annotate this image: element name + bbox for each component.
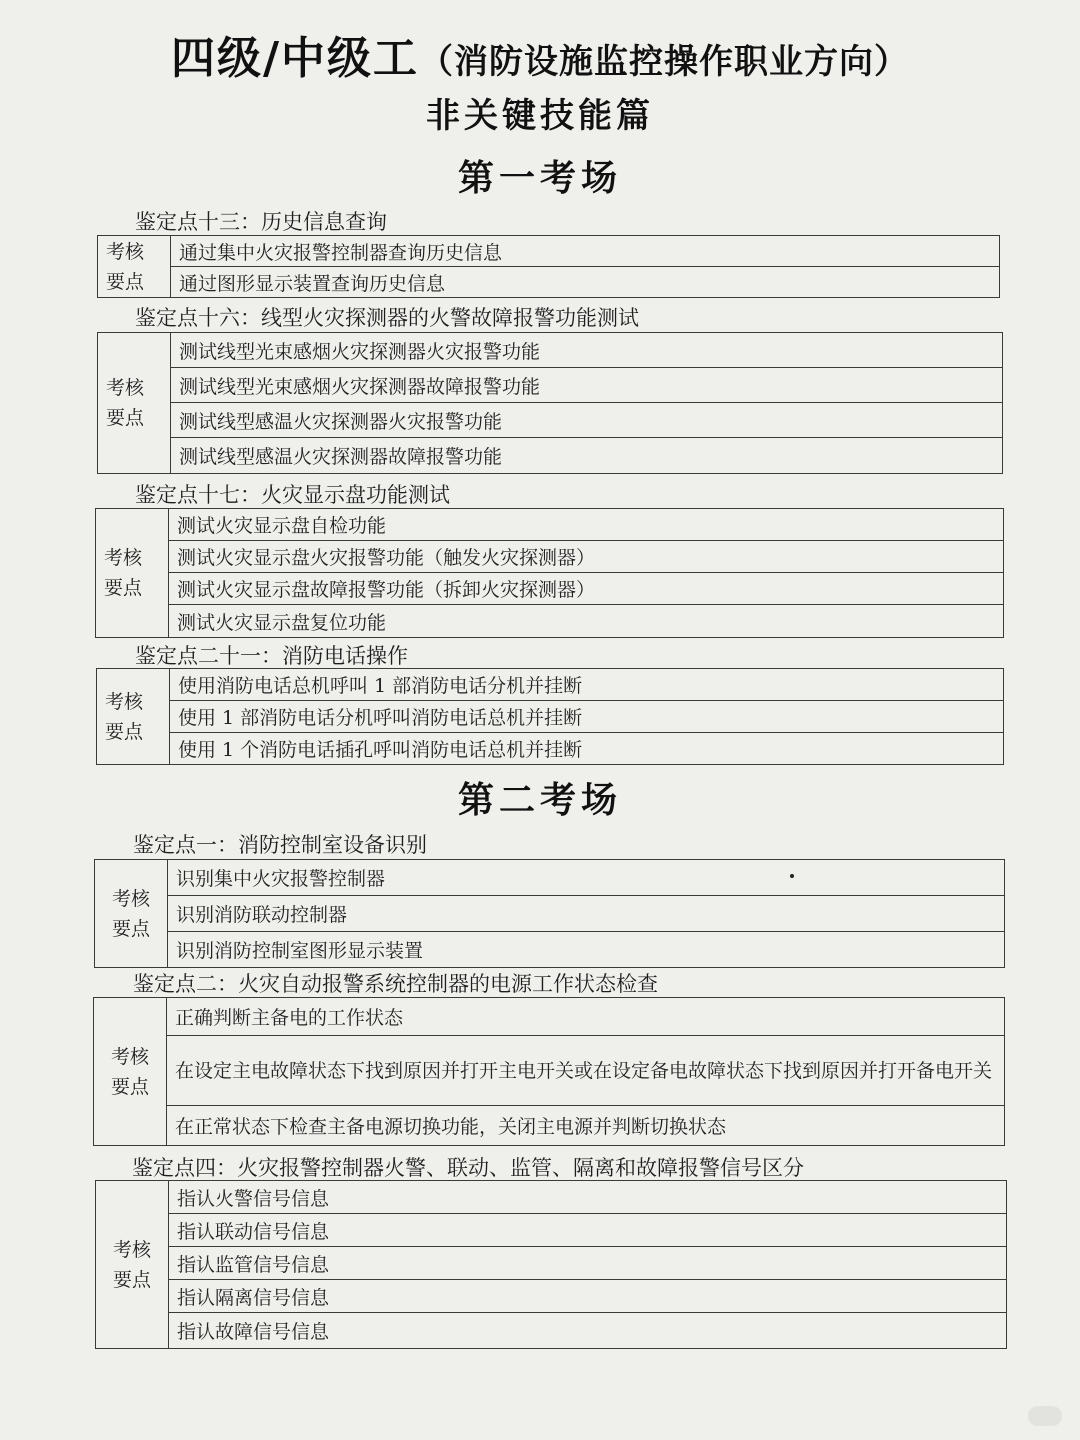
assessment-item: 测试线型光束感烟火灾探测器火灾报警功能 (171, 333, 1003, 368)
watermark-badge (1028, 1406, 1062, 1426)
assessment-item: 识别消防联动控制器 (168, 896, 1005, 932)
assessment-table (95, 1180, 1007, 1349)
assessment-item: 指认联动信号信息 (169, 1214, 1007, 1247)
assessment-label: 考核要点 (97, 669, 170, 765)
section-title: 鉴定点十七：火灾显示盘功能测试 (135, 483, 450, 507)
section-title: 鉴定点四：火灾报警控制器火警、联动、监管、隔离和故障报警信号区分 (132, 1156, 804, 1180)
assessment-item: 识别集中火灾报警控制器 (168, 860, 1005, 896)
assessment-item: 测试线型感温火灾探测器故障报警功能 (171, 438, 1003, 474)
assessment-item: 指认监管信号信息 (169, 1247, 1007, 1280)
title-direction: （消防设施监控操作职业方向） (419, 42, 910, 82)
assessment-item: 测试线型光束感烟火灾探测器故障报警功能 (171, 368, 1003, 403)
assessment-label: 考核要点 (95, 860, 168, 968)
assessment-item: 测试火灾显示盘火灾报警功能（触发火灾探测器） (169, 541, 1004, 573)
exam-room-2-title: 第二考场 (457, 780, 622, 821)
assessment-item: 测试火灾显示盘复位功能 (169, 605, 1004, 638)
section-title: 鉴定点十六：线型火灾探测器的火警故障报警功能测试 (135, 306, 639, 330)
assessment-label: 考核要点 (98, 236, 171, 298)
exam-room-1-title: 第一考场 (457, 158, 622, 199)
assessment-label: 考核要点 (98, 333, 171, 474)
assessment-table (93, 997, 1005, 1146)
assessment-item: 测试火灾显示盘故障报警功能（拆卸火灾探测器） (169, 573, 1004, 605)
assessment-item: 在设定主电故障状态下找到原因并打开主电开关或在设定备电故障状态下找到原因并打开备电开关 (167, 1036, 1005, 1106)
assessment-item: 通过图形显示装置查询历史信息 (171, 267, 1000, 298)
assessment-item: 使用 1 个消防电话插孔呼叫消防电话总机并挂断 (170, 733, 1004, 765)
assessment-table (97, 235, 1000, 298)
assessment-item: 识别消防控制室图形显示装置 (168, 932, 1005, 968)
assessment-table (95, 508, 1004, 638)
title-main: 四级/中级工 (170, 33, 420, 84)
section-title: 鉴定点十三：历史信息查询 (135, 210, 387, 234)
assessment-table (94, 859, 1005, 968)
assessment-item: 在正常状态下检查主备电源切换功能，关闭主电源并判断切换状态 (167, 1106, 1005, 1146)
assessment-item: 测试线型感温火灾探测器火灾报警功能 (171, 403, 1003, 438)
assessment-item: 通过集中火灾报警控制器查询历史信息 (171, 236, 1000, 267)
assessment-item: 指认隔离信号信息 (169, 1280, 1007, 1313)
assessment-item: 指认故障信号信息 (169, 1313, 1007, 1349)
section-title: 鉴定点二十一：消防电话操作 (135, 644, 408, 668)
assessment-item: 指认火警信号信息 (169, 1181, 1007, 1214)
assessment-table (96, 668, 1004, 765)
assessment-item: 测试火灾显示盘自检功能 (169, 509, 1004, 541)
document-title (0, 22, 1080, 86)
section-title: 鉴定点二：火灾自动报警系统控制器的电源工作状态检查 (133, 972, 658, 996)
section-title: 鉴定点一：消防控制室设备识别 (133, 833, 427, 857)
assessment-table (97, 332, 1003, 474)
assessment-item: 使用 1 部消防电话分机呼叫消防电话总机并挂断 (170, 701, 1004, 733)
ink-speck (790, 874, 794, 878)
assessment-item: 使用消防电话总机呼叫 1 部消防电话分机并挂断 (170, 669, 1004, 701)
assessment-label: 考核要点 (94, 998, 167, 1146)
assessment-label: 考核要点 (96, 1181, 169, 1349)
assessment-item: 正确判断主备电的工作状态 (167, 998, 1005, 1036)
assessment-label: 考核要点 (96, 509, 169, 638)
document-subtitle: 非关键技能篇 (426, 96, 654, 136)
